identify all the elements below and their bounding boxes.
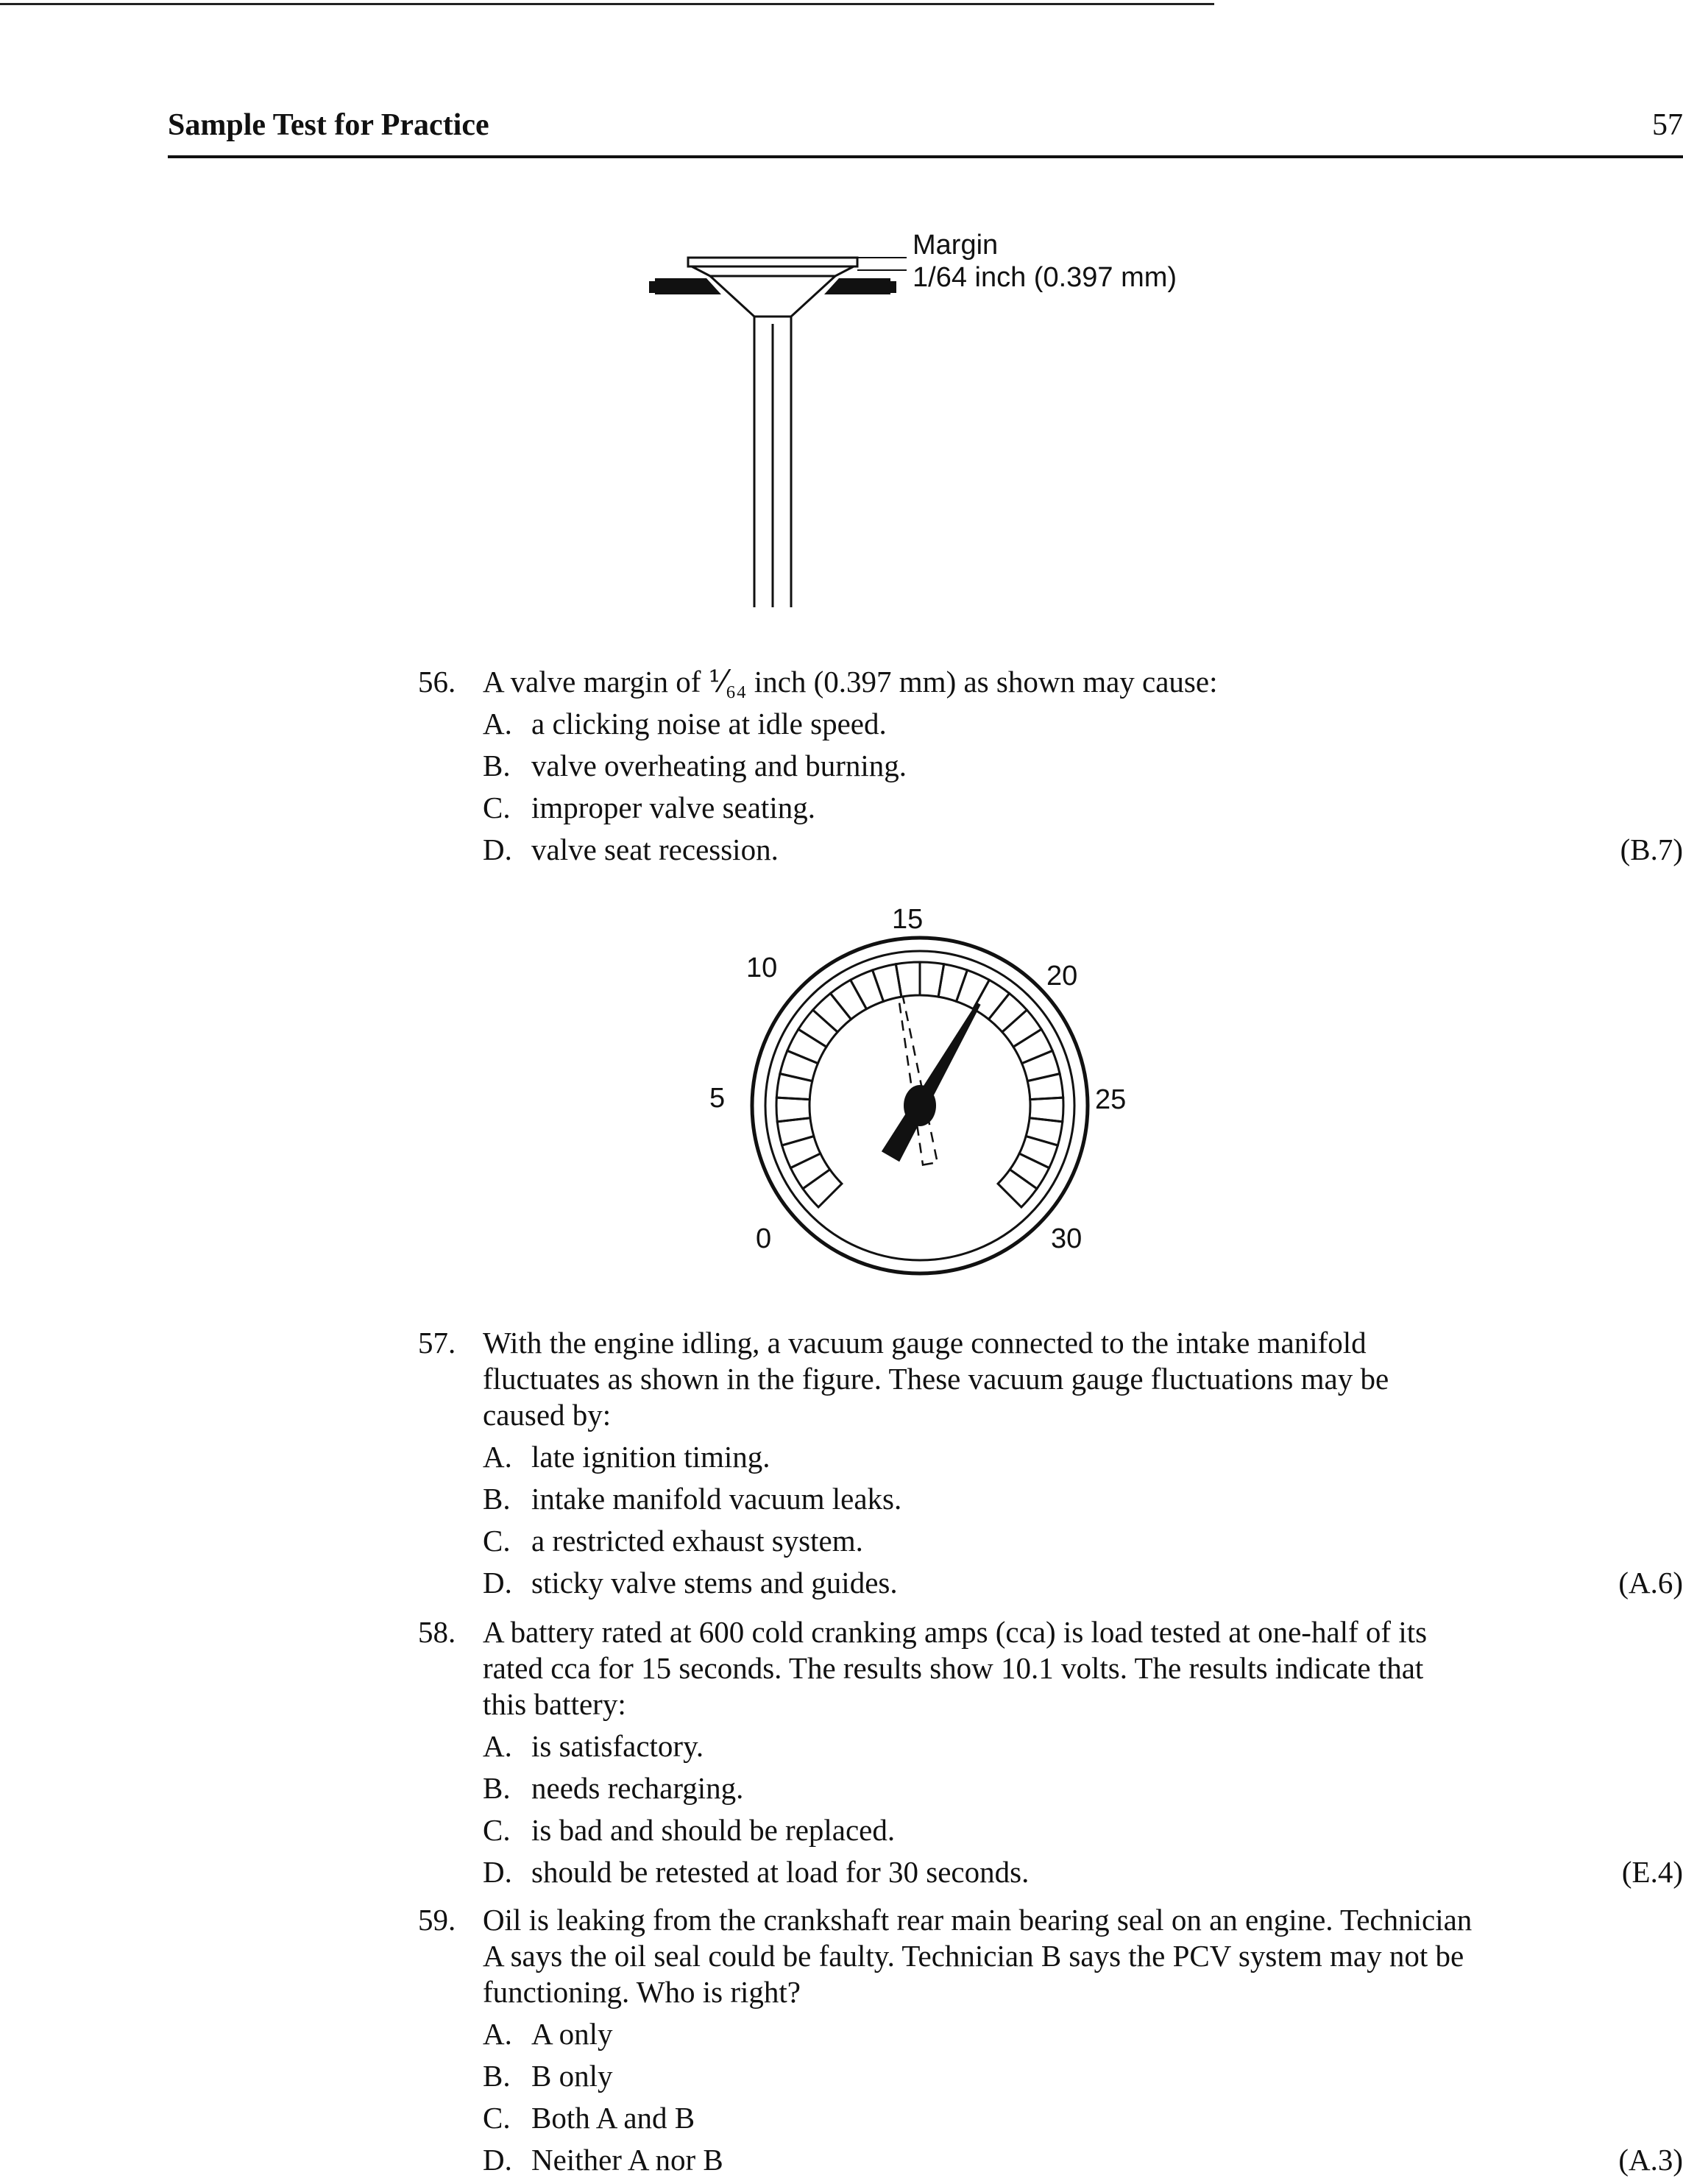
gauge-needle xyxy=(882,998,988,1162)
option-d: D. should be retested at load for 30 seconds. (E.4) xyxy=(483,1855,1683,1889)
option-c: C. a restricted exhaust system. xyxy=(483,1524,863,1558)
gauge-segment xyxy=(896,962,920,997)
option-d: D. sticky valve stems and guides. (A.6) xyxy=(483,1566,1683,1600)
valve-head-cone xyxy=(710,276,835,317)
question-text: A valve margin of ⅟₆₄ inch (0.397 mm) as shown may cause: xyxy=(483,665,1218,699)
gauge-label-30: 30 xyxy=(1051,1223,1083,1254)
gauge-label-15: 15 xyxy=(892,904,924,935)
gauge-segment xyxy=(1022,1050,1060,1081)
gauge-label-25: 25 xyxy=(1095,1084,1127,1115)
valve-margin-label: Margin xyxy=(913,230,999,261)
gauge-segment xyxy=(776,1098,810,1122)
task-code: (A.6) xyxy=(1618,1566,1683,1600)
gauge-label-10: 10 xyxy=(746,953,778,983)
option-d: D. Neither A nor B (A.3) xyxy=(483,2143,1683,2177)
gauge-scale-segments xyxy=(776,962,1063,1207)
valve-head-margin xyxy=(692,266,854,276)
question-57 xyxy=(418,1325,1683,1607)
option-c: C. improper valve seating. xyxy=(483,791,815,824)
question-59 xyxy=(418,1902,1683,2184)
valve-head-face xyxy=(688,258,857,266)
option-b: B. needs recharging. xyxy=(483,1771,744,1805)
valve-seat-left xyxy=(655,278,721,294)
question-number: 59. xyxy=(418,1903,456,1937)
question-text: A battery rated at 600 cold cranking amps (cca) is load tested at one-half of its rated cca for 15 seconds. The results show 10.1 volts. The results indicate that this battery: xyxy=(483,1615,1428,1721)
question-58 xyxy=(418,1614,1683,1896)
option-b: B. valve overheating and burning. xyxy=(483,749,907,782)
task-code: (A.3) xyxy=(1618,2143,1683,2177)
option-b: B. B only xyxy=(483,2059,613,2093)
gauge-label-5: 5 xyxy=(709,1083,726,1114)
question-number: 57. xyxy=(418,1326,456,1360)
task-code: (B.7) xyxy=(1620,833,1683,866)
top-rule xyxy=(0,3,1214,5)
gauge-label-0: 0 xyxy=(756,1223,772,1254)
option-a: A. A only xyxy=(483,2017,613,2051)
option-a: A. a clicking noise at idle speed. xyxy=(483,707,887,741)
valve-seat-right xyxy=(824,278,890,294)
question-text: Oil is leaking from the crankshaft rear main bearing seal on an engine. Technician A says the oil seal could be faulty. Technician B says the PCV system may not be functioning. Who is right? xyxy=(483,1903,1473,2009)
gauge-label-20: 20 xyxy=(1046,961,1078,992)
option-b: B. intake manifold vacuum leaks. xyxy=(483,1482,902,1516)
question-56 xyxy=(418,664,1683,874)
option-a: A. is satisfactory. xyxy=(483,1729,704,1763)
gauge-hub xyxy=(904,1085,936,1126)
option-a: A. late ignition timing. xyxy=(483,1440,770,1474)
option-c: C. Both A and B xyxy=(483,2101,695,2135)
page-title: Sample Test for Practice xyxy=(168,108,489,142)
question-number: 58. xyxy=(418,1615,456,1649)
question-text: With the engine idling, a vacuum gauge connected to the intake manifold fluctuates as shown in the figure. These vacuum gauge fluctuations may be caused by: xyxy=(483,1326,1389,1432)
header-rule xyxy=(168,155,1683,158)
gauge-segment xyxy=(998,1170,1037,1207)
task-code: (E.4) xyxy=(1621,1855,1683,1889)
option-d: D. valve seat recession. (B.7) xyxy=(483,833,1683,866)
option-c: C. is bad and should be replaced. xyxy=(483,1813,896,1847)
valve-margin-size-label: 1/64 inch (0.397 mm) xyxy=(913,262,1177,293)
gauge-segment xyxy=(1027,1074,1063,1100)
valve-figure xyxy=(648,221,942,618)
question-number: 56. xyxy=(418,665,456,699)
page-number: 57 xyxy=(1652,108,1683,142)
